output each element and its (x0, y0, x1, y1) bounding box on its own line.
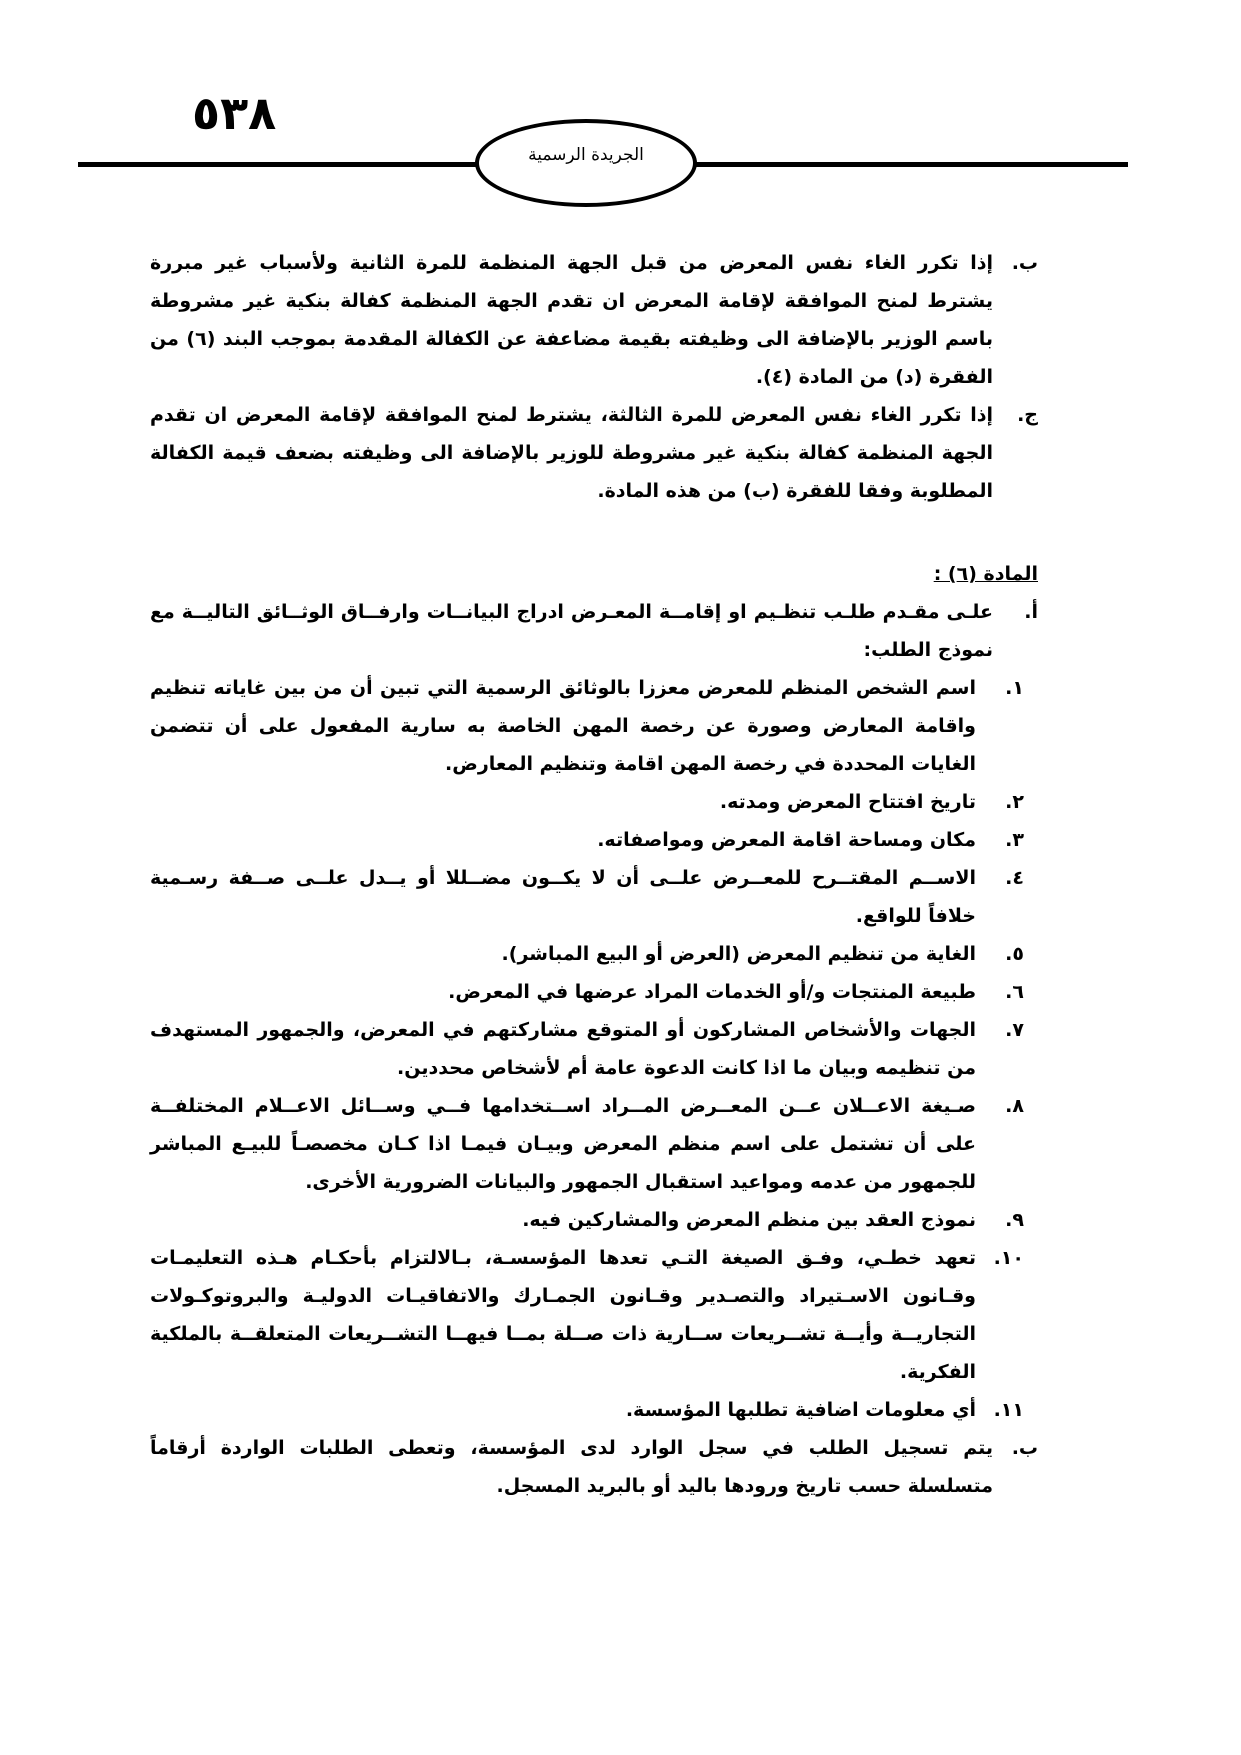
list-item-marker: ٥. (1005, 943, 1024, 965)
list-item-text: صـيغة الاعــلان عــن المعــرض المــراد اســتخدامها فــي وســائل الاعــلام المختلفــة على أن تشتمل على اسم منظم المعرض وبيـان فيمـا اذا كـان مخصصـاً للبيـع المباشر للجمهور من عدمه ومواعيد استقبال الجمهور والبيانات الضرورية الأخرى. (150, 1095, 976, 1193)
list-item-marker: ٣. (1005, 829, 1024, 851)
page-number: ٥٣٨ (192, 86, 277, 140)
section-b-text: إذا تكرر الغاء نفس المعرض من قبل الجهة المنظمة للمرة الثانية ولأسباب غير مبررة يشترط لمنح الموافقة لإقامة المعرض ان تقدم الجهة المنظمة كفالة بنكية غير مشروطة باسم الوزير بالإضافة الى وظيفته بقيمة مضاعفة عن الكفالة المقدمة بموجب البند (٦) من الفقرة (د) من المادة (٤). (150, 252, 993, 388)
list-item-text: تاريخ افتتاح المعرض ومدته. (719, 791, 976, 813)
list-item (150, 935, 1038, 973)
article-6-heading: المادة (٦) : (933, 563, 1038, 585)
list-item-marker: ٢. (1005, 791, 1024, 813)
list-item-text: نموذج العقد بين منظم المعرض والمشاركين فيه. (522, 1209, 976, 1231)
list-item-marker: ٧. (1005, 1019, 1024, 1041)
list-item-text: طبيعة المنتجات و/أو الخدمات المراد عرضها في المعرض. (448, 981, 976, 1003)
section-b (150, 244, 1038, 396)
list-item-text: مكان ومساحة اقامة المعرض ومواصفاته. (597, 829, 976, 851)
list-item-text: الغاية من تنظيم المعرض (العرض أو البيع المباشر). (501, 943, 976, 965)
article-6-para-a (150, 593, 1038, 669)
list-item-text: الجهات والأشخاص المشاركون أو المتوقع مشاركتهم في المعرض، والجمهور المستهدف من تنظيمه وبيان ما اذا كانت الدعوة عامة أم لأشخاص محددين. (150, 1019, 976, 1079)
header-rule-left (78, 162, 480, 167)
list-item-text: تعهد خطـي، وفـق الصيغة التـي تعدها المؤسسـة، بـالالتزام بأحكـام هـذه التعليمـات وقـانون الاسـتيراد والتصـدير وقـانون الجمـارك والاتفاقيـات الدوليـة والبروتوكـولات التجاريــة وأيــة تشــريعات ســارية ذات صــلة بمــا فيهــا التشــريعات المتعلقــة بالملكية الفكرية. (150, 1247, 976, 1383)
list-item-marker: ١. (1005, 677, 1024, 699)
list-item-marker: ٨. (1005, 1095, 1024, 1117)
list-item-marker: ١١. (993, 1399, 1024, 1421)
gazette-title: الجريدة الرسمية (528, 145, 644, 165)
section-c (150, 396, 1038, 510)
document-body (150, 244, 1038, 1505)
list-item (150, 783, 1038, 821)
list-item (150, 669, 1038, 783)
para-a-text: علـى مقـدم طلـب تنظـيم او إقامــة المعـرض ادراج البيانــات وارفــاق الوثــائق التاليــة مع نموذج الطلب: (150, 601, 993, 661)
list-item (150, 821, 1038, 859)
list-item (150, 859, 1038, 935)
para-a-marker: أ. (1024, 601, 1038, 623)
list-item (150, 1239, 1038, 1391)
para-b-text: يتم تسجيل الطلب في سجل الوارد لدى المؤسسة، وتعطى الطلبات الواردة أرقاماً متسلسلة حسب تاريخ ورودها باليد أو بالبريد المسجل. (150, 1437, 993, 1497)
para-b-marker: ب. (1011, 1437, 1038, 1459)
list-item-text: اسم الشخص المنظم للمعرض معززا بالوثائق الرسمية التي تبين أن من بين غاياته تنظيم واقامة المعارض وصورة عن رخصة المهن الخاصة به سارية المفعول على أن تتضمن الغايات المحددة في رخصة المهن اقامة وتنظيم المعارض. (150, 677, 976, 775)
section-c-marker: ج. (1017, 404, 1038, 426)
list-item (150, 1087, 1038, 1201)
list-item-marker: ٩. (1005, 1209, 1024, 1231)
list-item-marker: ٤. (1005, 867, 1024, 889)
list-item-text: الاســم المقتــرح للمعــرض علــى أن لا يكــون مضــللا أو يــدل علــى صــفة رسـمية خلافاً للواقع. (150, 867, 976, 927)
article-6-para-b (150, 1429, 1038, 1505)
section-b-marker: ب. (1011, 252, 1038, 274)
header-rule-right (695, 162, 1128, 167)
list-item-marker: ١٠. (993, 1247, 1024, 1269)
list-item (150, 973, 1038, 1011)
section-c-text: إذا تكرر الغاء نفس المعرض للمرة الثالثة، يشترط لمنح الموافقة لإقامة المعرض ان تقدم الجهة المنظمة كفالة بنكية غير مشروطة للوزير بالإضافة الى وظيفته بضعف قيمة الكفالة المطلوبة وفقا للفقرة (ب) من هذه المادة. (150, 404, 993, 502)
list-item-marker: ٦. (1005, 981, 1024, 1003)
list-item (150, 1391, 1038, 1429)
list-item-text: أي معلومات اضافية تطلبها المؤسسة. (625, 1399, 976, 1421)
list-item (150, 1201, 1038, 1239)
list-item (150, 1011, 1038, 1087)
